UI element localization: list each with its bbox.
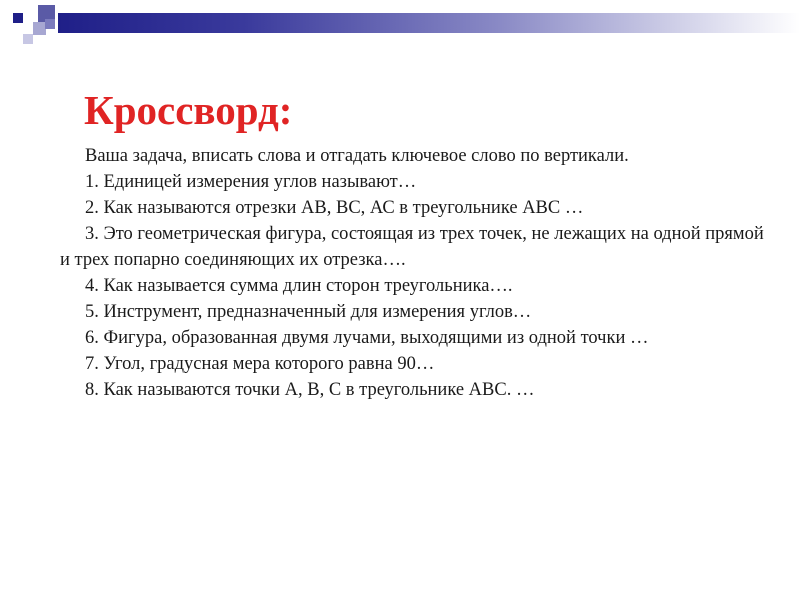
header-gradient-bar bbox=[58, 13, 800, 33]
question-7: 7. Угол, градусная мера которого равна 90… bbox=[85, 354, 435, 374]
question-3: 3. Это геометрическая фигура, состоящая из трех точек, не лежащих на одной прямой и трех попарно соединяющих их отрезка…. bbox=[60, 224, 764, 270]
decor-square bbox=[23, 34, 33, 44]
decor-square bbox=[13, 13, 23, 23]
slide-title: Кроссворд: bbox=[84, 87, 293, 133]
decor-square bbox=[45, 19, 55, 29]
question-8: 8. Как называются точки А, В, С в треугольнике АВС. … bbox=[85, 380, 535, 400]
question-2: 2. Как называются отрезки АВ, ВС, АС в треугольнике АВС … bbox=[85, 198, 584, 218]
question-4: 4. Как называется сумма длин сторон треугольника…. bbox=[85, 276, 513, 296]
question-6: 6. Фигура, образованная двумя лучами, выходящими из одной точки … bbox=[85, 328, 649, 348]
slide-body bbox=[60, 143, 775, 403]
intro-paragraph: Ваша задача, вписать слова и отгадать ключевое слово по вертикали. bbox=[85, 146, 629, 166]
question-5: 5. Инструмент, предназначенный для измерения углов… bbox=[85, 302, 532, 322]
question-1: 1. Единицей измерения углов называют… bbox=[85, 172, 417, 192]
